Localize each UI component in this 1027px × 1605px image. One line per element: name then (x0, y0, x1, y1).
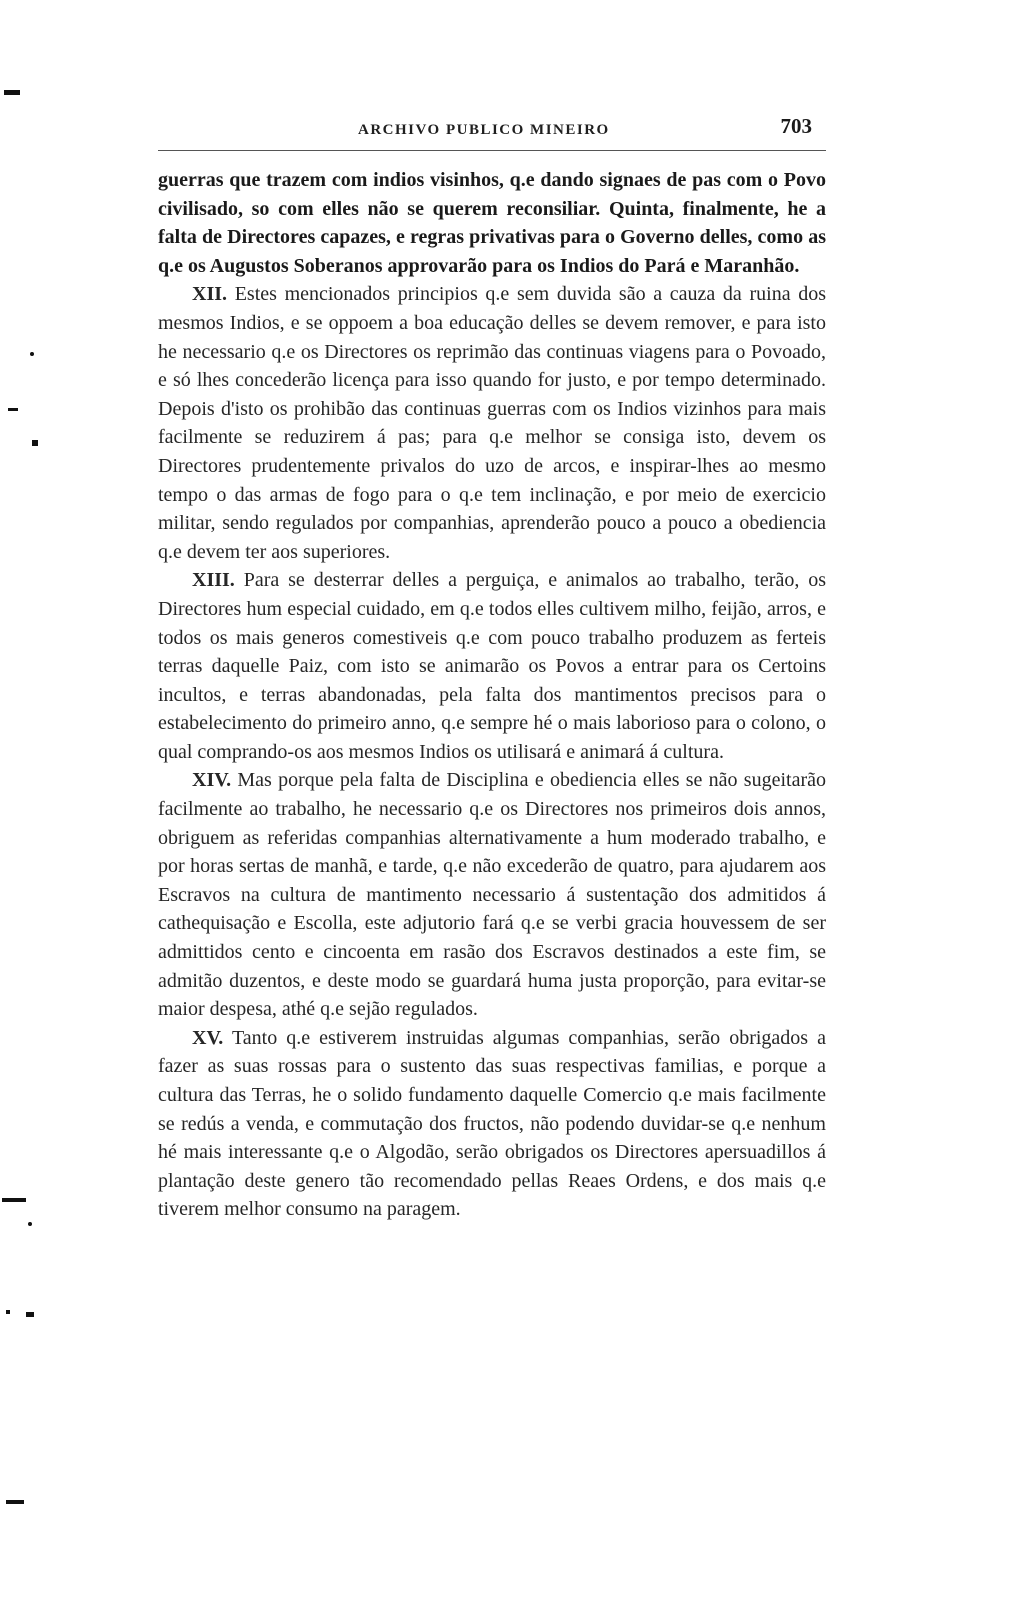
paragraph-text: Mas porque pela falta de Disciplina e obediencia elles se não sugeitarão facilmente ao trabalho, he necessario q.e os Directores nos primeiros dois annos, obriguem as referidas companhias alternativamente a hum moderado trabalho, e por horas sertas de manhã, e tarde, q.e não excederão de quatro, para ajudarem aos Escravos na cultura de mantimento necessario á sustentação dos admitidos á cathequisação e Escolla, este adjutorio fará q.e se verbi gracia houvessem de ser admittidos cento e cincoenta em rasão dos Escravos destinados a este fim, se admitão duzentos, e deste modo se guardará huma justa proporção, para evitar-se maior despesa, athé q.e sejão regulados. (158, 769, 826, 1021)
scan-margin-mark (2, 1198, 26, 1202)
paragraph-number: XIV. (192, 769, 232, 792)
scan-margin-mark (26, 1312, 34, 1317)
scan-margin-mark (6, 1500, 24, 1504)
paragraph-xv (158, 1024, 826, 1224)
paragraph-text: Para se desterrar delles a perguiça, e animalos ao trabalho, terão, os Directores hum especial cuidado, em q.e todos elles cultivem milho, feijão, arros, e todos os mais generos comestiveis q.e com pouco trabalho produzem as ferteis terras daquelle Paiz, com isto se animarão os Povos a entrar para os Certoins incultos, e terras abandonadas, pela falta dos mantimentos precisos para o estabelecimento do primeiro anno, q.e sempre hé o mais laborioso para o colono, o qual comprando-os aos mesmos Indios os utilisará e animará á cultura. (158, 569, 827, 763)
scan-margin-mark (6, 1310, 10, 1314)
paragraph-number: XII. (192, 283, 228, 306)
paragraph-continuation (158, 166, 826, 280)
running-title: ARCHIVO PUBLICO MINEIRO (358, 122, 610, 138)
paragraph-text: Estes mencionados principios q.e sem duvida são a cauza da ruina dos mesmos Indios, e se oppoem a boa educação delles se devem remover, e para isto he necessario q.e os Directores os reprimão das continuas viagens para o Povoado, e só lhes concederão licença para isso quando for justo, e por tempo determinado. Depois d'isto os prohibão das continuas guerras com os Indios vizinhos para mais facilmente se reduzirem á pas; para q.e melhor se consiga isto, devem os Directores prudentemente privalos do uzo de arcos, e inspirar-lhes ao mesmo tempo o das armas de fogo para o q.e tem inclinação, e por meio de exercicio militar, sendo regulados por companhias, aprenderão pouco a pouco a obediencia q.e devem ter aos superiores. (158, 283, 827, 563)
scan-margin-mark (28, 1222, 32, 1226)
page-header (158, 114, 826, 154)
body-text (158, 166, 826, 1224)
scan-margin-mark (32, 440, 38, 446)
scan-margin-mark (4, 90, 20, 95)
page-number: 703 (780, 114, 812, 138)
paragraph-text: guerras que trazem com indios visinhos, q.e dando signaes de pas com o Povo civilisado, so com elles não se querem reconsiliar. Quinta, finalmente, he a falta de Directores capazes, e regras privativas para o Governo delles, como as q.e os Augustos Soberanos approvarão para os Indios do Pará e Maranhão. (158, 169, 826, 277)
paragraph-xiv (158, 766, 826, 1023)
paragraph-xiii (158, 566, 826, 766)
paragraph-text: Tanto q.e estiverem instruidas algumas companhias, serão obrigados a fazer as suas rossas para o sustento das suas respectivas familias, e porque a cultura das Terras, he o solido fundamento daquelle Comercio q.e mais facilmente se redús a venda, e commutação dos fructos, não podendo duvidar-se q.e nenhum hé mais interessante q.e o Algodão, serão obrigados os Directores apersuadillos á plantação deste genero tão recomendado pellas Reaes Ordens, e dos mais q.e tiverem melhor consumo na paragem. (158, 1026, 826, 1221)
paragraph-number: XIII. (192, 569, 235, 592)
paragraph-number: XV. (192, 1026, 224, 1049)
scan-margin-mark (8, 408, 18, 411)
scan-margin-mark (30, 352, 34, 356)
header-rule (158, 150, 826, 151)
paragraph-xii (158, 280, 826, 566)
